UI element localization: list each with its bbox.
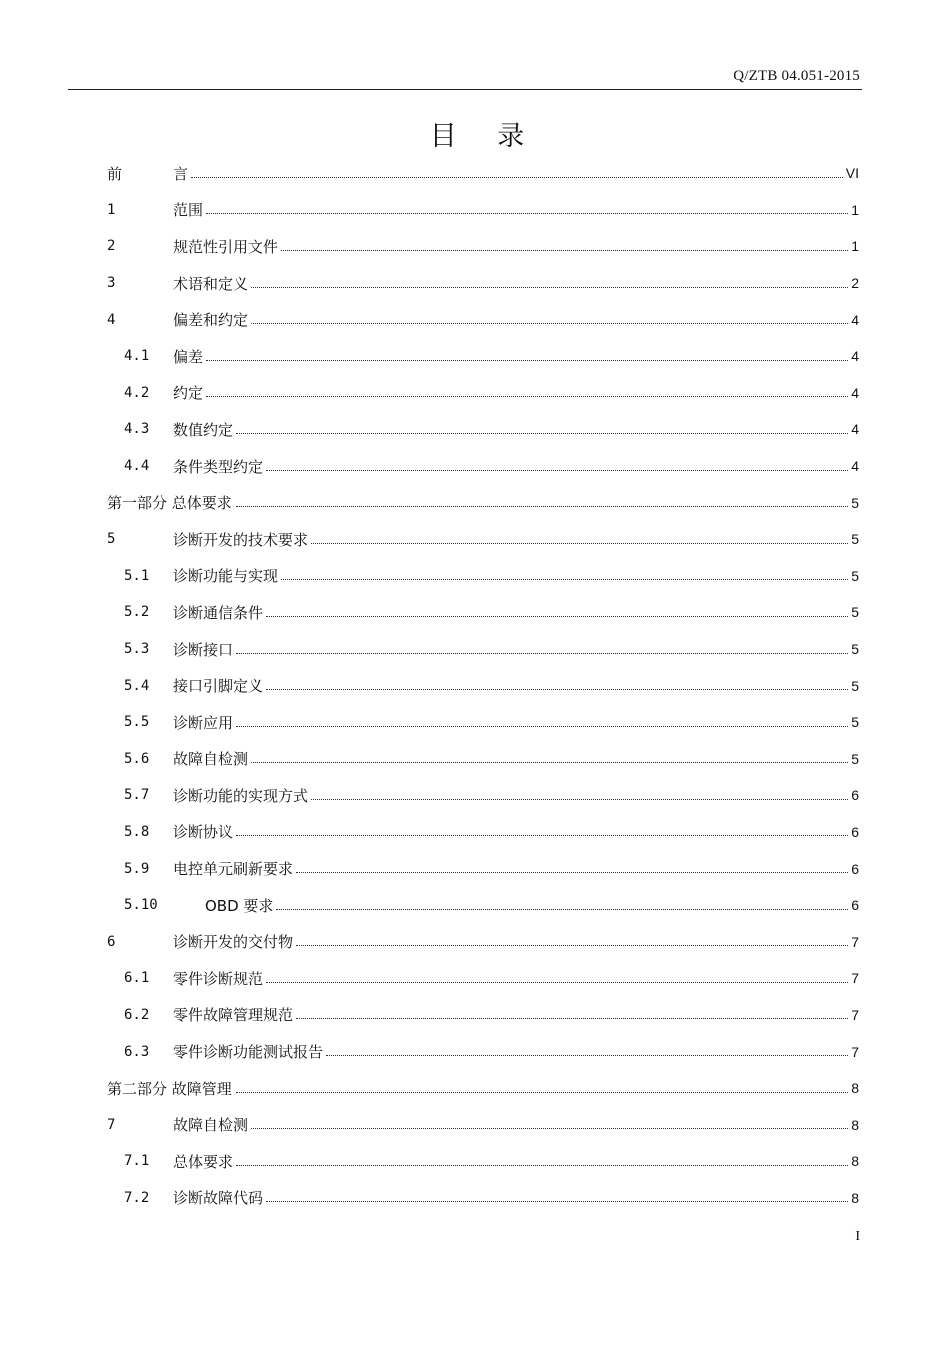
toc-entry-label: 诊断开发的交付物 bbox=[173, 933, 294, 952]
toc-leader-dots bbox=[326, 1055, 848, 1056]
toc-entry[interactable] bbox=[107, 521, 859, 558]
toc-entry-number: 1 bbox=[107, 201, 116, 218]
toc-entry-number: 4.1 bbox=[124, 348, 150, 365]
toc-leader-dots bbox=[311, 543, 848, 544]
toc-leader-dots bbox=[296, 1018, 848, 1019]
toc-entry[interactable] bbox=[107, 448, 859, 485]
toc-entry-number: 5.1 bbox=[124, 567, 150, 584]
toc-entry[interactable] bbox=[107, 1180, 859, 1217]
toc-entry[interactable] bbox=[107, 887, 859, 924]
toc-entry[interactable] bbox=[107, 228, 859, 265]
toc-entry-number: 5.3 bbox=[124, 641, 150, 658]
toc-entry-label: 诊断接口 bbox=[173, 640, 234, 659]
toc-entry-page: 8 bbox=[851, 1080, 859, 1097]
toc-leader-dots bbox=[296, 945, 848, 946]
toc-entry-page: VI bbox=[845, 165, 859, 182]
toc-leader-dots bbox=[251, 762, 848, 763]
toc-entry-label: 故障自检测 bbox=[173, 1116, 249, 1135]
toc-entry-page: 5 bbox=[851, 531, 859, 548]
toc-leader-dots bbox=[251, 287, 848, 288]
toc-leader-dots bbox=[191, 177, 843, 178]
toc-entry-label: 诊断应用 bbox=[173, 713, 234, 732]
toc-entry-page: 5 bbox=[851, 604, 859, 621]
toc-leader-dots bbox=[296, 872, 848, 873]
page-number: I bbox=[855, 1229, 860, 1244]
toc-entry-number: 3 bbox=[107, 275, 116, 292]
table-of-contents bbox=[107, 155, 859, 1216]
toc-entry-page: 8 bbox=[851, 1189, 859, 1206]
toc-entry-label: 条件类型约定 bbox=[173, 457, 264, 476]
toc-entry-label: 接口引脚定义 bbox=[173, 677, 264, 696]
toc-entry-label: 电控单元刷新要求 bbox=[173, 860, 294, 879]
toc-leader-dots bbox=[311, 799, 848, 800]
toc-entry-page: 6 bbox=[851, 787, 859, 804]
toc-leader-dots bbox=[266, 616, 848, 617]
toc-leader-dots bbox=[281, 250, 848, 251]
toc-entry-page: 7 bbox=[851, 933, 859, 950]
toc-entry[interactable] bbox=[107, 1106, 859, 1143]
toc-entry[interactable] bbox=[107, 411, 859, 448]
toc-entry-label: 诊断功能与实现 bbox=[173, 567, 279, 586]
toc-entry-page: 1 bbox=[851, 238, 859, 255]
toc-entry-label: 零件诊断规范 bbox=[173, 969, 264, 988]
toc-entry-label: 第一部分 总体要求 bbox=[107, 494, 232, 513]
toc-leader-dots bbox=[251, 323, 848, 324]
toc-entry-label: 第二部分 故障管理 bbox=[107, 1079, 232, 1098]
toc-leader-dots bbox=[236, 1092, 848, 1093]
toc-entry-number: 5.7 bbox=[124, 787, 150, 804]
toc-entry-number: 5.6 bbox=[124, 750, 150, 767]
toc-entry-page: 4 bbox=[851, 384, 859, 401]
toc-entry-number: 7.1 bbox=[124, 1153, 150, 1170]
toc-entry-label: 术语和定义 bbox=[173, 274, 249, 293]
toc-entry-page: 4 bbox=[851, 311, 859, 328]
toc-leader-dots bbox=[281, 579, 848, 580]
toc-entry-label: 零件诊断功能测试报告 bbox=[173, 1043, 324, 1062]
toc-entry[interactable] bbox=[107, 594, 859, 631]
toc-entry-label: 约定 bbox=[173, 384, 204, 403]
toc-entry[interactable] bbox=[107, 1070, 859, 1107]
toc-entry-number: 6.1 bbox=[124, 970, 150, 987]
toc-entry-page: 5 bbox=[851, 750, 859, 767]
toc-entry-page: 5 bbox=[851, 567, 859, 584]
toc-entry-number: 4 bbox=[107, 311, 116, 328]
toc-entry-label: 总体要求 bbox=[173, 1152, 234, 1171]
toc-entry-number: 5.8 bbox=[124, 823, 150, 840]
toc-leader-dots bbox=[206, 396, 848, 397]
toc-entry-page: 4 bbox=[851, 348, 859, 365]
toc-entry-label: 故障自检测 bbox=[173, 750, 249, 769]
toc-leader-dots bbox=[236, 1165, 848, 1166]
toc-leader-dots bbox=[206, 213, 848, 214]
toc-leader-dots bbox=[251, 1128, 848, 1129]
toc-entry[interactable] bbox=[107, 558, 859, 595]
toc-entry[interactable] bbox=[107, 667, 859, 704]
toc-entry-page: 6 bbox=[851, 860, 859, 877]
toc-entry-number: 5.5 bbox=[124, 714, 150, 731]
toc-entry-label: 诊断故障代码 bbox=[173, 1189, 264, 1208]
toc-entry-page: 4 bbox=[851, 421, 859, 438]
toc-entry[interactable] bbox=[107, 923, 859, 960]
toc-entry-label: 诊断协议 bbox=[173, 823, 234, 842]
toc-entry[interactable] bbox=[107, 265, 859, 302]
toc-entry-number: 6.2 bbox=[124, 1006, 150, 1023]
toc-entry-number: 4.2 bbox=[124, 384, 150, 401]
toc-entry-label: 诊断通信条件 bbox=[173, 603, 264, 622]
toc-entry-page: 5 bbox=[851, 641, 859, 658]
toc-entry[interactable] bbox=[107, 338, 859, 375]
toc-entry-number: 5.9 bbox=[124, 860, 150, 877]
toc-leader-dots bbox=[236, 726, 848, 727]
toc-title: 目 录 bbox=[429, 121, 541, 152]
toc-entry-number: 5.2 bbox=[124, 604, 150, 621]
toc-leader-dots bbox=[236, 653, 848, 654]
toc-entry-page: 4 bbox=[851, 458, 859, 475]
toc-leader-dots bbox=[236, 835, 848, 836]
toc-entry-label: 诊断开发的技术要求 bbox=[173, 530, 309, 549]
toc-entry[interactable] bbox=[107, 960, 859, 997]
document-code: Q/ZTB 04.051-2015 bbox=[733, 68, 860, 84]
toc-entry-number: 6 bbox=[107, 933, 116, 950]
toc-entry[interactable] bbox=[107, 1143, 859, 1180]
toc-entry-page: 7 bbox=[851, 970, 859, 987]
toc-entry-page: 5 bbox=[851, 714, 859, 731]
toc-entry-label: 数值约定 bbox=[173, 420, 234, 439]
toc-entry-label: 偏差 bbox=[173, 347, 204, 366]
toc-entry-page: 1 bbox=[851, 201, 859, 218]
toc-entry[interactable] bbox=[107, 192, 859, 229]
toc-entry-label: 规范性引用文件 bbox=[173, 237, 279, 256]
toc-entry-page: 2 bbox=[851, 275, 859, 292]
toc-entry[interactable] bbox=[107, 814, 859, 851]
toc-entry-number: 5 bbox=[107, 531, 116, 548]
toc-leader-dots bbox=[266, 689, 848, 690]
toc-entry-page: 8 bbox=[851, 1153, 859, 1170]
toc-entry-label: 诊断功能的实现方式 bbox=[173, 786, 309, 805]
toc-entry[interactable] bbox=[107, 631, 859, 668]
toc-entry[interactable] bbox=[107, 997, 859, 1034]
toc-entry-page: 6 bbox=[851, 823, 859, 840]
toc-entry-number: 前 bbox=[107, 164, 151, 183]
toc-entry-number: 7.2 bbox=[124, 1189, 150, 1206]
toc-entry[interactable] bbox=[107, 850, 859, 887]
toc-entry-page: 7 bbox=[851, 1006, 859, 1023]
toc-entry[interactable] bbox=[107, 1033, 859, 1070]
toc-entry-number: 2 bbox=[107, 238, 116, 255]
toc-leader-dots bbox=[206, 360, 848, 361]
toc-leader-dots bbox=[266, 982, 848, 983]
toc-entry-number: 5.10 bbox=[124, 897, 158, 914]
toc-entry[interactable] bbox=[107, 155, 859, 192]
toc-leader-dots bbox=[266, 470, 848, 471]
toc-entry-page: 6 bbox=[851, 897, 859, 914]
toc-leader-dots bbox=[276, 909, 848, 910]
toc-entry-label: 范围 bbox=[173, 201, 204, 220]
toc-entry-number: 7 bbox=[107, 1116, 116, 1133]
toc-entry[interactable] bbox=[107, 777, 859, 814]
toc-entry-number: 5.4 bbox=[124, 677, 150, 694]
toc-entry-label: OBD 要求 bbox=[205, 896, 274, 915]
header-divider bbox=[68, 89, 862, 90]
toc-entry-label: 零件故障管理规范 bbox=[173, 1006, 294, 1025]
toc-entry[interactable] bbox=[107, 484, 859, 521]
toc-entry-page: 5 bbox=[851, 677, 859, 694]
toc-leader-dots bbox=[266, 1201, 848, 1202]
toc-entry-page: 7 bbox=[851, 1043, 859, 1060]
toc-leader-dots bbox=[236, 506, 848, 507]
toc-entry[interactable] bbox=[107, 741, 859, 778]
toc-leader-dots bbox=[236, 433, 848, 434]
toc-entry-page: 5 bbox=[851, 494, 859, 511]
toc-entry-page: 8 bbox=[851, 1116, 859, 1133]
toc-entry-label: 偏差和约定 bbox=[173, 311, 249, 330]
toc-entry-number: 4.3 bbox=[124, 421, 150, 438]
toc-entry-number: 6.3 bbox=[124, 1043, 150, 1060]
toc-entry[interactable] bbox=[107, 704, 859, 741]
toc-entry[interactable] bbox=[107, 375, 859, 412]
toc-entry[interactable] bbox=[107, 301, 859, 338]
toc-entry-label: 言 bbox=[173, 164, 189, 183]
toc-entry-number: 4.4 bbox=[124, 458, 150, 475]
